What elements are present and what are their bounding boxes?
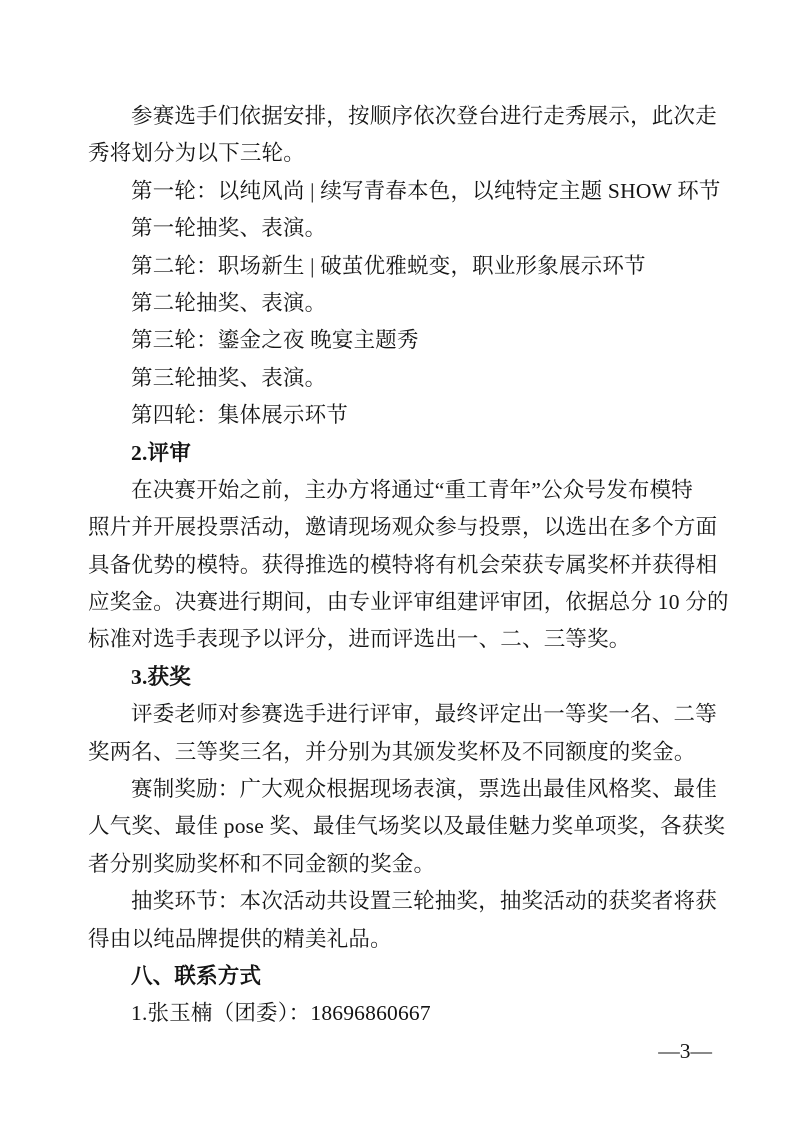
paragraph-line: 人气奖、最佳 pose 奖、最佳气场奖以及最佳魅力奖单项奖，各获奖: [88, 814, 726, 839]
round-4-line: 第四轮：集体展示环节: [131, 403, 349, 428]
paragraph-line: 奖两名、三等奖三名，并分别为其颁发奖杯及不同额度的奖金。: [88, 739, 696, 764]
page-number: —3—: [658, 1039, 712, 1063]
document-body: [88, 98, 729, 1033]
contact-line: 1.张玉楠（团委）：18696860667: [131, 1001, 431, 1026]
section-heading-judging: 2.评审: [131, 440, 191, 465]
round-3-lottery-line: 第三轮抽奖、表演。: [131, 365, 327, 390]
round-1-lottery-line: 第一轮抽奖、表演。: [131, 216, 327, 241]
section-heading-contact: 八、联系方式: [131, 963, 262, 988]
paragraph-line: 应奖金。决赛进行期间，由专业评审组建评审团，依据总分 10 分的: [88, 590, 729, 615]
paragraph-line: 在决赛开始之前，主办方将通过“重工青年”公众号发布模特: [131, 477, 693, 502]
paragraph-line: 得由以纯品牌提供的精美礼品。: [88, 926, 392, 951]
paragraph-line: 秀将划分为以下三轮。: [88, 141, 306, 166]
round-2-line: 第二轮：职场新生 | 破茧优雅蜕变，职业形象展示环节: [131, 253, 646, 278]
paragraph-line: 标准对选手表现予以评分，进而评选出一、二、三等奖。: [88, 627, 631, 652]
paragraph-line: 照片并开展投票活动，邀请现场观众参与投票，以选出在多个方面: [88, 515, 718, 540]
round-1-line: 第一轮：以纯风尚 | 续写青春本色，以纯特定主题 SHOW 环节: [131, 178, 721, 203]
round-3-line: 第三轮：鎏金之夜 晚宴主题秀: [131, 328, 419, 353]
paragraph-line: 评委老师对参赛选手进行评审，最终评定出一等奖一名、二等: [131, 702, 717, 727]
paragraph-line: 抽奖环节：本次活动共设置三轮抽奖，抽奖活动的获奖者将获: [131, 889, 717, 914]
paragraph-line: 具备优势的模特。获得推选的模特将有机会荣获专属奖杯并获得相: [88, 552, 718, 577]
paragraph-line: 者分别奖励奖杯和不同金额的奖金。: [88, 851, 436, 876]
section-heading-awards: 3.获奖: [131, 664, 191, 689]
paragraph-line: 参赛选手们依据安排，按顺序依次登台进行走秀展示，此次走: [131, 104, 717, 128]
round-2-lottery-line: 第二轮抽奖、表演。: [131, 290, 327, 315]
paragraph-line: 赛制奖励：广大观众根据现场表演，票选出最佳风格奖、最佳: [131, 777, 717, 802]
